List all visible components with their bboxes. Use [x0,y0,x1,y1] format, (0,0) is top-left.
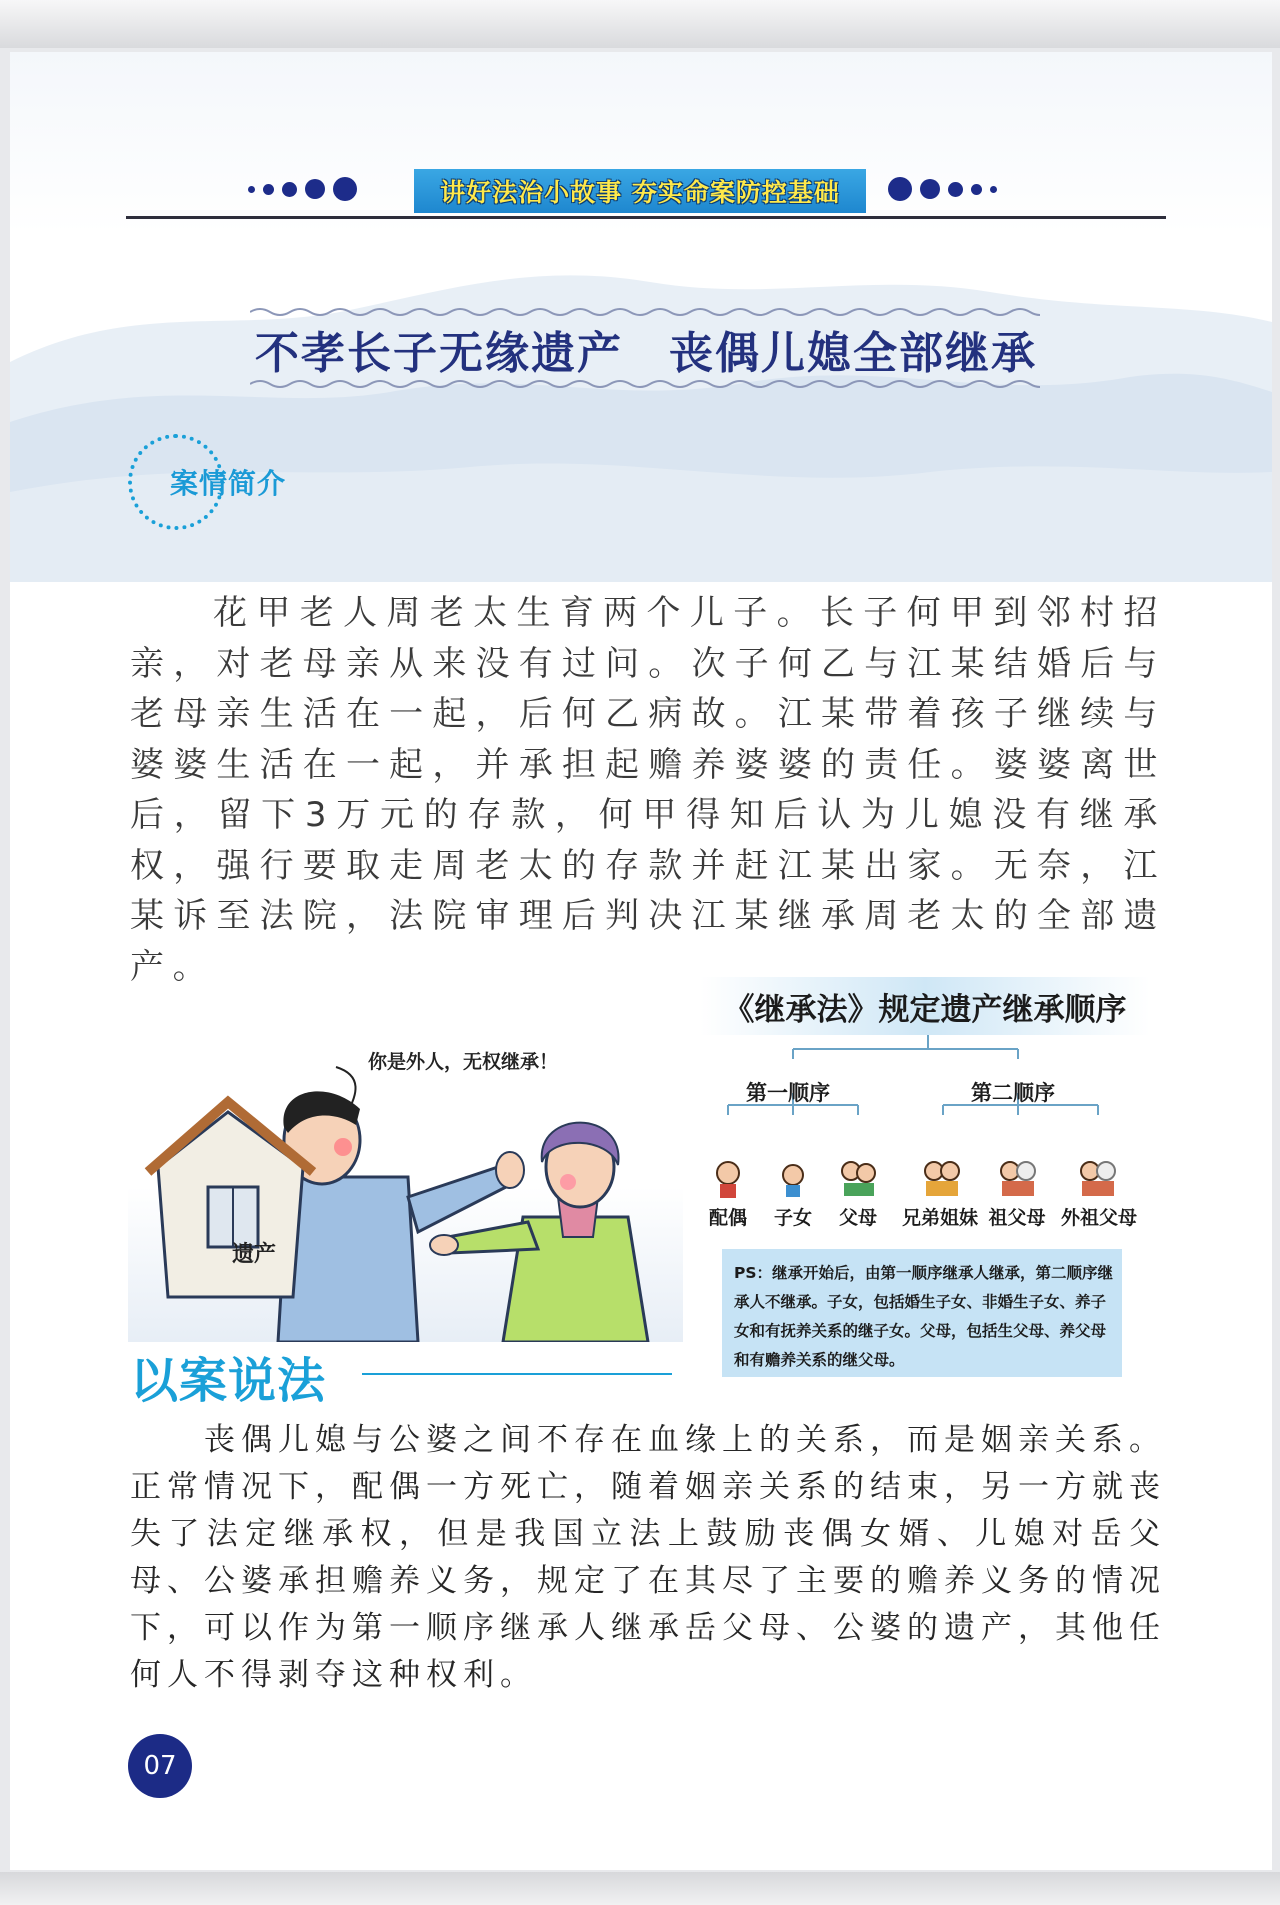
second-order-label: 第二顺序 [971,1081,1055,1105]
relation-label: 配偶 [708,1207,747,1229]
right-dots-decoration [888,174,997,204]
ps-note: PS：继承开始后，由第一顺序继承人继承，第二顺序继承人不继承。子女，包括婚生子女、非婚生子女、养子女和有抚养关系的继子女。父母，包括生父母、养父母和有赡养关系的继父母。 [722,1249,1122,1377]
screen-top-edge [0,0,1280,48]
legal-heading-rule [362,1373,672,1375]
case-intro-heading: 案情简介 [170,467,287,500]
article-title: 不孝长子无缘遗产 丧偶儿媳全部继承 [255,328,1037,379]
series-banner: 讲好法治小故事 夯实命案防控基础 [414,169,866,213]
page-number-badge: 07 [128,1734,192,1798]
left-dots-decoration [248,174,357,204]
relative-figures-icon [698,1159,1158,1199]
title-wave-bottom [250,378,1040,390]
page [10,52,1272,1870]
cartoon-illustration [128,997,683,1342]
relation-label: 父母 [838,1207,877,1229]
header-rule [126,216,1166,219]
chart-title: 《继承法》规定遗产继承顺序 [700,977,1150,1035]
cartoon-speech: 你是外人，无权继承！ [368,1051,559,1073]
relation-label: 子女 [773,1207,812,1229]
house-label: 遗产 [232,1242,277,1267]
screen-bottom-edge [0,1872,1280,1905]
inheritance-order-chart [698,977,1158,1382]
first-order-label: 第一顺序 [746,1081,830,1105]
case-intro-text: 花甲老人周老太生育两个儿子。长子何甲到邻村招亲，对老母亲从来没有过问。次子何乙与江某结婚后与老母亲生活在一起，后何乙病故。江某带着孩子继续与婆婆生活在一起，并承担起赡养婆婆的责任。婆婆离世后，留下3万元的存款，何甲得知后认为儿媳没有继承权，强行要取走周老太的存款并赶江某出家。无奈，江某诉至法院，法院审理后判决江某继承周老太的全部遗产。 [130,593,1166,987]
relation-label: 外祖父母 [1060,1207,1137,1229]
legal-analysis-heading: 以案说法 [130,1353,327,1409]
relation-label: 祖父母 [988,1207,1046,1229]
mountain-background [10,242,1272,582]
relation-label: 兄弟姐妹 [901,1207,978,1229]
legal-analysis-text: 丧偶儿媳与公婆之间不存在血缘上的关系，而是姻亲关系。正常情况下，配偶一方死亡，随着姻亲关系的结束，另一方就丧失了法定继承权，但是我国立法上鼓励丧偶女婿、儿媳对岳父母、公婆承担赡养义务，规定了在其尽了主要的赡养义务的情况下，可以作为第一顺序继承人继承岳父母、公婆的遗产，其他任何人不得剥夺这种权利。 [130,1422,1166,1693]
